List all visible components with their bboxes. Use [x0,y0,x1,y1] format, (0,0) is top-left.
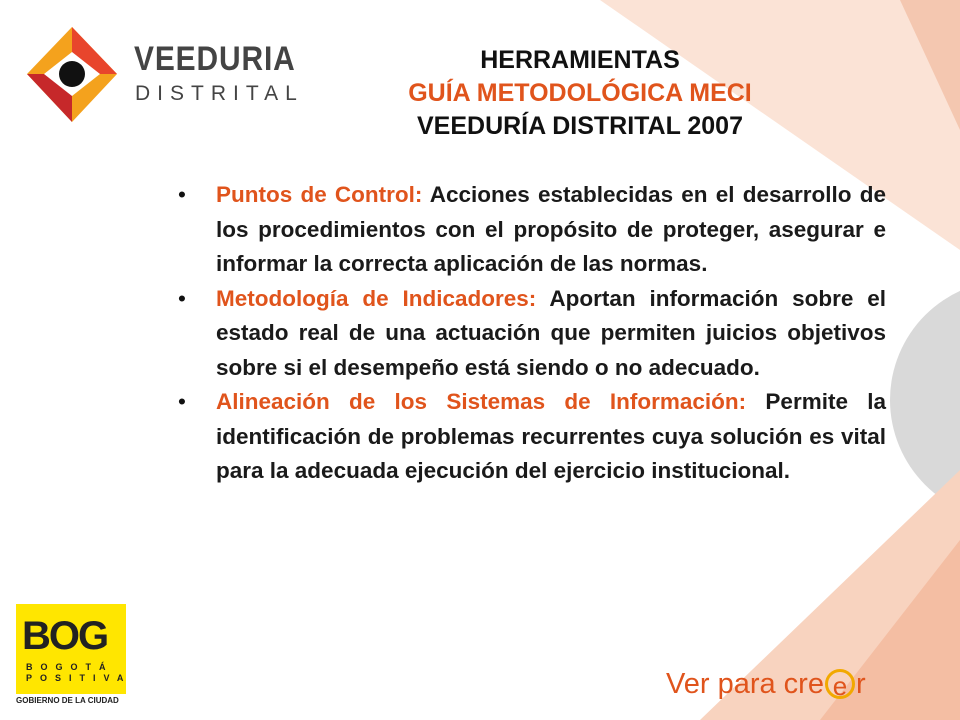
bullet-term: Metodología de Indicadores: [216,285,537,311]
bullet-icon: • [178,389,186,414]
bullet-item-alineacion-sistemas [170,385,886,489]
bullet-text: Permite la identificación de problemas recurrentes cuya solución es vital para la adecuada ejecución del ejercicio institucional. [216,389,886,483]
bullet-item-puntos-de-control [170,178,886,282]
bogota-positiva-logo [16,604,132,710]
bullet-term: Puntos de Control: [216,182,423,207]
bullet-term: Alineación de los Sistemas de Información: [216,389,747,414]
header-line-1: HERRAMIENTAS [480,46,680,74]
logo-name: VEEDURIA [134,40,296,78]
header-line-3: VEEDURÍA DISTRITAL 2007 [416,112,743,140]
bog-sub: BOGOTÁ POSITIVA [26,662,132,683]
bullet-item-metodologia-de-indicadores [170,282,886,386]
slide-header [360,44,800,143]
tagline-before: Ver para cre [666,668,824,700]
bullet-text: Aportan información sobre el estado real de una actuación que permiten juicios objetivos sobre si el desempeño está siendo o no adecuado. [216,285,886,380]
bullet-list [170,178,886,489]
logo-subname: DISTRITAL [135,82,304,105]
bullet-icon: • [178,285,186,311]
bullet-icon: • [178,182,186,207]
veeduria-eye-logo-icon [22,22,122,132]
bog-caption: GOBIERNO DE LA CIUDAD [16,696,119,705]
veeduria-logo [22,22,304,132]
tagline [666,668,866,701]
bog-logo-box [16,604,132,694]
tagline-circled-letter: e [825,669,855,699]
header-line-2: GUÍA METODOLÓGICA MECI [408,79,752,107]
bog-mark: BOG [22,614,108,658]
bullet-text: Acciones establecidas en el desarrollo de los procedimientos con el propósito de proteger, asegurar e informar la correcta aplicación de las normas. [216,182,886,276]
tagline-after: r [855,668,866,700]
